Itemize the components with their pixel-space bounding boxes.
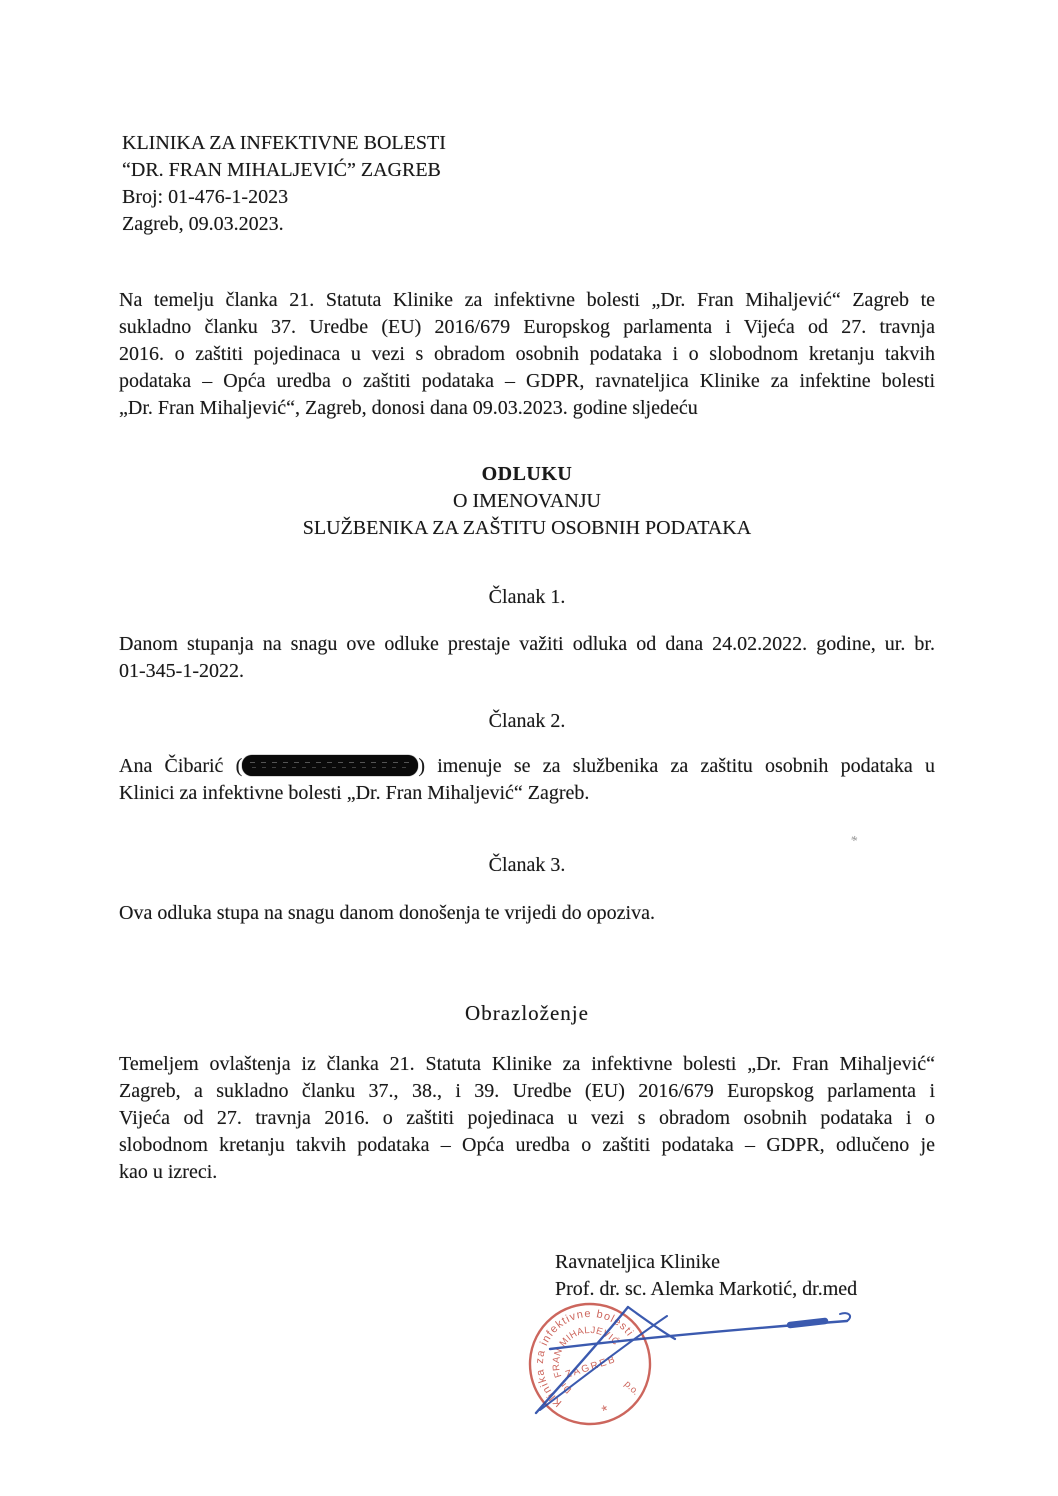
letterhead [122, 130, 642, 238]
title-subject2: SLUŽBENIKA ZA ZAŠTITU OSOBNIH PODATAKA [302, 517, 752, 539]
stamp-suffix-text: p.o. [621, 1378, 641, 1398]
signature-stroke-blob [790, 1321, 825, 1325]
article-2-heading [119, 708, 935, 735]
article-1-body [119, 631, 935, 685]
text-line: Na temelju članka 21. Statuta Klinike za infektivne bolesti „Dr. Fran Mihaljević“ Zagreb te [119, 289, 935, 311]
redaction-box [242, 755, 418, 776]
signer-title: Ravnateljica Klinike [555, 1251, 720, 1273]
org-name-line: KLINIKA ZA INFEKTIVNE BOLESTI [122, 132, 446, 154]
heading-text: Članak 3. [488, 854, 566, 876]
round-stamp [514, 1288, 665, 1439]
stamp-inner-textpath: Dr. FRAN MIHALJEVIĆ [550, 1324, 622, 1396]
article-1-heading [119, 584, 935, 611]
text-line: 2016. o zaštiti pojedinaca u vezi s obradom osobnih podataka i o slobodnom kretanju takvih [119, 343, 935, 365]
scan-speck-artifact: * [848, 833, 859, 850]
text-line: Vijeća od 27. travnja 2016. o zaštiti pojedinaca u vezi s obradom osobnih podataka i o [119, 1107, 935, 1129]
text-line: Danom stupanja na snagu ove odluke prestaje važiti odluka od dana 24.02.2022. godine, ur. br. [119, 633, 935, 655]
text-line: sukladno članku 37. Uredbe (EU) 2016/679 Europskog parlamenta i Vijeća od 27. travnja [119, 316, 935, 338]
heading-text: Članak 1. [488, 586, 566, 608]
article-3-heading [119, 852, 935, 879]
stamp-ring-textpath: Klinika za infektivne bolesti [533, 1307, 636, 1409]
title-subject: O IMENOVANJU [453, 490, 601, 512]
signer-name: Prof. dr. sc. Alemka Markotić, dr.med [555, 1278, 858, 1300]
text-after-redaction: ) imenuje se za službenika za zaštitu osobnih podataka u [418, 755, 935, 777]
stamp-center-text: ZAGREB [564, 1353, 619, 1381]
text-line: Zagreb, a sukladno članku 37., 38., i 39. Uredbe (EU) 2016/679 Europskog parlamenta i [119, 1080, 935, 1102]
text-line: Ova odluka stupa na snagu danom donošenja te vrijedi do opoziva. [119, 902, 655, 924]
text-line: kao u izreci. [119, 1161, 218, 1183]
article-2-body [119, 753, 935, 807]
text-line: 01-345-1-2022. [119, 660, 244, 682]
text-line-with-redaction [119, 753, 935, 780]
signature-stroke-hook [840, 1313, 850, 1321]
text-line: „Dr. Fran Mihaljević“, Zagreb, donosi dana 09.03.2023. godine sljedeću [119, 397, 698, 419]
text-before-redaction: Ana Čibarić ( [119, 755, 243, 777]
article-3-body [119, 900, 935, 927]
explanation-body [119, 1051, 935, 1186]
decision-title [119, 461, 935, 542]
stamp-and-signature-area [495, 1288, 875, 1463]
org-name-line2: “DR. FRAN MIHALJEVIĆ” ZAGREB [122, 159, 441, 181]
place-date: Zagreb, 09.03.2023. [122, 213, 284, 235]
text-line: Temeljem ovlaštenja iz članka 21. Statuta Klinike za infektivne bolesti „Dr. Fran Mihaljević“ [119, 1053, 935, 1075]
intro-paragraph [119, 287, 935, 422]
heading-text: Obrazloženje [465, 1001, 589, 1025]
text-line: slobodnom kretanju takvih podataka – Opća uredba o zaštiti podataka – GDPR, odlučeno je [119, 1134, 935, 1156]
explanation-heading [119, 1000, 935, 1027]
heading-text: Članak 2. [488, 710, 566, 732]
ink-signature [536, 1307, 850, 1413]
stamp-star: * [599, 1402, 611, 1421]
text-line: podataka – Opća uredba o zaštiti podataka – GDPR, ravnateljica Klinike za infektine bolesti [119, 370, 935, 392]
text-line: Klinici za infektivne bolesti „Dr. Fran Mihaljević“ Zagreb. [119, 782, 590, 804]
document-number: Broj: 01-476-1-2023 [122, 186, 289, 208]
title-odluku: ODLUKU [481, 463, 573, 485]
